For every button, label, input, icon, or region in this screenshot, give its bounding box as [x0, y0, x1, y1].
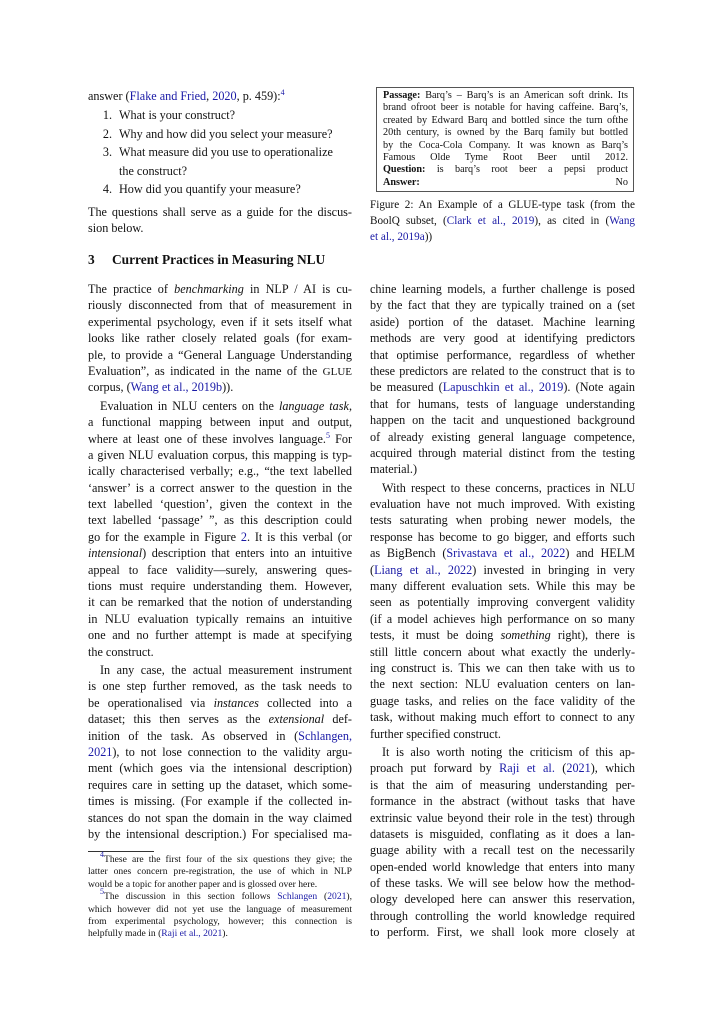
text-run: ). (Note again: [563, 380, 636, 395]
list-item: [88, 125, 352, 144]
text-line: [370, 859, 635, 875]
text-run: it can be remarked that the notion of understanding: [88, 595, 352, 610]
text-run: would be a topic for another paper and is glossed over here.: [88, 878, 318, 890]
text-line: [370, 924, 635, 940]
text-run: (: [370, 562, 375, 577]
text-run: (if a model achieves high performance on so many: [370, 611, 635, 626]
text-run: by the intensional description.) For specialised ma-: [88, 826, 352, 841]
text-run: many different evaluation sets. While this may be: [370, 579, 635, 594]
text-line: [88, 904, 352, 916]
text-line: [370, 578, 635, 594]
text-run: response has become to go bigger, and efforts such: [370, 529, 635, 544]
text-line: [370, 396, 635, 412]
text-run: 20th century, is owned by the Barq family but bottled: [383, 127, 628, 139]
text-run: Evaluation in NLU centers on the: [100, 398, 279, 413]
figure-caption: [370, 197, 635, 245]
text-run: seen as potentially improving convergent validity: [370, 595, 635, 610]
text-run: which however did not yet use the language of measurement: [88, 903, 352, 915]
text-line: [370, 347, 635, 363]
text-line: [370, 297, 635, 313]
text-line: [383, 152, 628, 164]
text-run: from experimental psychology, however; this connection is: [88, 915, 352, 927]
text-run: of these tasks. We will see below how the method-: [370, 876, 635, 891]
citation-link[interactable]: 2021: [566, 761, 591, 776]
text-line: [370, 660, 635, 676]
text-run: ology developed here can answer this reservation,: [370, 892, 635, 907]
paragraph: [88, 281, 352, 396]
bold-label: Question:: [383, 164, 426, 176]
text-line: [370, 760, 635, 776]
text-line: [383, 164, 628, 176]
text-line: [88, 810, 352, 826]
text-run: text labelled ‘passage’ ”, as this description could: [88, 513, 352, 528]
text-run: Evaluation”, as indicated in the name of the: [88, 363, 323, 378]
text-line: [88, 379, 352, 395]
item-number: 2.: [102, 126, 112, 141]
text-run: guage tasks, and relies on the face validity of the: [370, 693, 635, 708]
text-line: [370, 744, 635, 760]
text-run: that for humans, tests of language understanding: [370, 396, 635, 411]
item-number: 1.: [102, 108, 112, 122]
text-line: [370, 726, 635, 742]
text-line: [370, 512, 635, 528]
text-line: [370, 842, 635, 858]
text-run: in NLU evaluation typically remains an intuitive: [88, 611, 352, 626]
text-run: ), to not lose connection to the validity argu-: [112, 744, 352, 759]
text-run: , p. 459):: [236, 89, 281, 103]
text-line: [383, 127, 628, 139]
text-line: [370, 875, 635, 891]
text-run: The practice of: [88, 282, 175, 296]
text-run: corpus, (: [88, 380, 131, 395]
figure-box: [376, 87, 634, 192]
text-run: by the Coca-Cola Company. It was known as Barq’s: [383, 139, 628, 151]
text-run: be operationalised via: [88, 695, 214, 710]
text-line: [370, 429, 635, 445]
paragraph: [370, 744, 635, 941]
text-run: in NLP / AI is cu-: [243, 282, 352, 296]
text-line: [88, 88, 352, 104]
text-line: [88, 879, 352, 891]
emphasis-text: something: [500, 628, 551, 643]
text-line: [370, 627, 635, 643]
text-line: [88, 204, 352, 220]
text-run: ,: [206, 89, 213, 103]
text-line: [88, 916, 352, 928]
text-run: sion below.: [88, 221, 144, 236]
text-line: [88, 695, 352, 711]
text-run: riously disconnected from that of measurement in: [88, 298, 352, 313]
text-run: text labelled ‘question’, given the context in the: [88, 497, 352, 512]
text-line: [370, 826, 635, 842]
list-item: [88, 180, 352, 199]
text-line: [88, 545, 352, 561]
text-run: a given NLU evaluation corpus, this mapping is typ-: [88, 447, 352, 462]
footnotes: [88, 850, 353, 941]
text-run: guage ability with a recall test on the necessarily: [370, 843, 635, 858]
text-line: [88, 760, 352, 776]
text-line: [88, 314, 352, 330]
citation-link[interactable]: Srivastava et al., 2022: [446, 546, 566, 561]
text-line: [370, 213, 635, 229]
text-line: [88, 414, 352, 430]
paragraph: [370, 480, 635, 742]
text-run: It is also worth noting the criticism of this ap-: [382, 744, 635, 759]
text-run: a functional mapping between input and output,: [88, 415, 352, 430]
item-text: What is your construct?: [119, 108, 236, 122]
text-run: collected into a: [258, 695, 352, 710]
text-run: the next section: NLU evaluation centers on lan-: [370, 677, 635, 692]
text-run: go for the example in Figure: [88, 529, 241, 544]
text-run: (: [317, 891, 328, 903]
text-line: [370, 793, 635, 809]
citation-link[interactable]: Clark et al., 2019: [446, 215, 535, 227]
text-line: [88, 711, 352, 727]
text-run: right), there is: [550, 628, 635, 643]
text-line: [88, 678, 352, 694]
text-run: still little concern about what exactly the underly-: [370, 644, 635, 659]
question-list: [88, 106, 352, 199]
item-text: How did you quantify your measure?: [119, 182, 301, 196]
text-run: helpfully made in (: [88, 928, 162, 940]
text-run: In any case, the actual measurement instrument: [100, 662, 352, 677]
text-run: is that the aim of measuring understanding per-: [370, 777, 635, 792]
text-run: is barq’s root beer a pepsi product: [425, 164, 628, 176]
text-line: [370, 644, 635, 660]
text-line: [370, 545, 635, 561]
text-run: ment (which goes via the intensional description): [88, 761, 352, 776]
text-run: material.): [370, 462, 418, 477]
text-run: These are the first four of the six questions they give; the: [104, 854, 352, 865]
footnote-marker[interactable]: 4: [280, 88, 285, 97]
text-line: [88, 512, 352, 528]
citation-link[interactable]: Schlangen,: [298, 728, 352, 743]
text-run: methods are very good at identifying predictors: [370, 331, 635, 346]
citation-link[interactable]: 2021: [88, 744, 113, 759]
emphasis-text: language task: [278, 398, 349, 413]
text-run: latter ones concern pre-registration, the use of which in NLP: [88, 866, 352, 878]
paragraph: [88, 662, 352, 842]
text-run: ) description that enters into an intuitive: [142, 546, 352, 561]
text-line: [88, 562, 352, 578]
text-run: inition of the task. As observed in (: [88, 728, 299, 743]
emphasis-text: intensional: [88, 546, 143, 561]
text-run: ,: [348, 398, 352, 413]
citation-link[interactable]: Schlangen: [277, 891, 318, 903]
text-run: be measured (: [370, 380, 443, 395]
text-run: that optimise performance, regardless of whether: [370, 347, 635, 362]
text-line: [370, 594, 635, 610]
text-run: datasets is misguided, conflating as it does a lan-: [370, 826, 635, 841]
emphasis-text: extensional: [268, 712, 325, 727]
text-line: [370, 810, 635, 826]
text-run: dataset; this then serves as the: [88, 712, 269, 727]
text-line: [370, 229, 635, 245]
text-line: [88, 662, 352, 678]
text-run: ) invested in bringing in very: [472, 562, 635, 577]
text-run: created by Edward Barq and bottled since the turn ofthe: [383, 114, 628, 126]
text-run: aside) portion of the dataset. Machine learning: [370, 314, 635, 329]
text-line: [88, 447, 352, 463]
text-line: [370, 461, 635, 477]
text-line: [383, 140, 628, 152]
text-line: [88, 627, 352, 643]
text-line: [88, 866, 352, 878]
citation-link[interactable]: 2020: [212, 89, 237, 103]
text-line: [88, 826, 352, 842]
item-text: What measure did you use to operationalize the construct?: [119, 145, 333, 178]
text-run: through controlling the world knowledge required: [370, 908, 635, 923]
text-line: [88, 744, 352, 760]
text-line: [370, 480, 635, 496]
right-column: [370, 281, 635, 943]
text-run: (: [554, 761, 567, 776]
text-line: [370, 363, 635, 379]
text-run: Barq’s – Barq’s is an American soft drink. Its: [420, 90, 628, 101]
text-line: [370, 777, 635, 793]
text-run: appeal to face validity—surely, answering ques-: [88, 562, 352, 577]
section-heading: [88, 251, 352, 269]
text-run: With respect to these concerns, practices in NLU: [382, 480, 635, 495]
citation-link[interactable]: 2021: [327, 891, 347, 903]
citation-link[interactable]: Raji et al., 2021: [161, 928, 223, 940]
text-run: No: [419, 176, 628, 188]
text-line: [88, 728, 352, 744]
text-run: Figure 2: An Example of a GLUE-type task (from the: [370, 199, 635, 211]
text-line: [370, 709, 635, 725]
smallcaps-text: GLUE: [322, 365, 352, 378]
section-title: Current Practices in Measuring NLU: [112, 252, 326, 267]
text-line: [370, 676, 635, 692]
text-line: [88, 594, 352, 610]
text-run: is one step further removed, as the task needs to: [88, 679, 352, 694]
text-line: [370, 496, 635, 512]
text-line: [88, 644, 352, 660]
text-run: formance in the abstract (without tasks that have: [370, 794, 635, 809]
bold-label: Passage:: [383, 90, 421, 101]
text-run: tests saturating when probing newer models, the: [370, 513, 635, 528]
text-line: [370, 891, 635, 907]
text-run: happen on the tacit and unquestioned background: [370, 413, 635, 428]
citation-link[interactable]: Wang: [609, 215, 636, 227]
text-run: ‘answer’ is a correct answer to the question in the: [88, 480, 352, 495]
footnote-marker[interactable]: 4: [100, 850, 104, 859]
emphasis-text: benchmarking: [174, 282, 244, 296]
text-line: [88, 347, 352, 363]
text-line: [88, 793, 352, 809]
text-line: [370, 281, 635, 297]
text-line: [88, 330, 352, 346]
text-line: [370, 562, 635, 578]
text-line: [370, 693, 635, 709]
text-line: [88, 578, 352, 594]
bold-label: Answer:: [383, 176, 420, 188]
text-line: [370, 908, 635, 924]
text-run: tests, it must be doing: [370, 628, 501, 643]
text-line: [88, 297, 352, 313]
text-run: task, without making much effort to connect to any: [370, 710, 635, 725]
footnote-rule: [88, 851, 154, 852]
text-run: ).: [222, 928, 228, 940]
text-line: [383, 115, 628, 127]
footnote-marker[interactable]: 5: [325, 430, 330, 440]
text-run: stances do not span the domain in the way claimed: [88, 810, 352, 825]
text-run: looks like rather closely related goals (for exam-: [88, 331, 352, 346]
intro-lead: [88, 88, 352, 104]
text-line: [88, 496, 352, 512]
text-line: [88, 463, 352, 479]
citation-link[interactable]: Wang et al., 2019b: [130, 380, 223, 395]
citation-link[interactable]: 2: [240, 529, 247, 544]
text-line: [88, 480, 352, 496]
text-run: of already existing general language competence,: [370, 429, 635, 444]
text-run: ing construct is. This we can then take with us to: [370, 660, 635, 675]
text-line: [370, 314, 635, 330]
text-line: [370, 412, 635, 428]
text-run: one and no further attempt is made at specifying: [88, 628, 352, 643]
text-run: these predictors are related to the construct that is to: [370, 363, 635, 378]
text-run: For: [329, 431, 352, 446]
text-run: ), as cited in (: [534, 215, 610, 227]
text-run: ), which: [590, 761, 636, 776]
text-run: by the fact that they are typically trained on a (set: [370, 298, 635, 313]
text-run: BoolQ subset, (: [370, 215, 447, 227]
text-line: [370, 197, 635, 213]
text-run: requires care in setting up the dataset, which some-: [88, 777, 352, 792]
list-item: [88, 106, 352, 125]
text-run: The questions shall serve as a guide for the discus-: [88, 205, 352, 219]
text-run: )): [424, 231, 433, 243]
text-run: answer (: [88, 89, 130, 103]
text-run: where at least one of these involves language.: [88, 431, 326, 446]
text-run: proach put forward by: [370, 761, 500, 776]
text-run: evaluation have not much improved. With existing: [370, 497, 635, 512]
text-line: [88, 887, 353, 903]
citation-link[interactable]: Raji et al.: [499, 761, 555, 776]
text-run: acquired through material distinct from the testing: [370, 445, 635, 460]
text-run: to perform. First, we shall look more closely at: [370, 925, 635, 940]
paragraph: [88, 398, 352, 660]
text-line: [88, 220, 352, 236]
footnote-marker[interactable]: 5: [100, 887, 104, 897]
text-run: further specified construct.: [370, 726, 501, 741]
text-run: times is missing. (For example if the collected in-: [88, 794, 352, 809]
text-line: [370, 330, 635, 346]
list-item: [88, 143, 352, 180]
item-number: 4.: [102, 182, 112, 196]
text-run: ically characterised verbally; e.g., “the text labelled: [88, 464, 352, 479]
text-run: as BigBench (: [370, 546, 447, 561]
section-number: 3: [88, 252, 95, 267]
text-line: [370, 445, 635, 461]
text-run: Famous Olde Tyme Root Beer until 2012.: [383, 151, 628, 163]
text-line: [88, 777, 352, 793]
text-run: ) and HELM: [565, 546, 635, 561]
citation-link[interactable]: Liang et al., 2022: [374, 562, 473, 577]
text-run: . It is this verbal (or: [246, 529, 352, 544]
text-line: [88, 850, 352, 866]
citation-link[interactable]: Lapuschkin et al., 2019: [442, 380, 564, 395]
text-run: brand ofroot beer is notable for having caffeine. Barq’s,: [383, 102, 628, 114]
text-line: [383, 102, 628, 114]
text-line: [370, 529, 635, 545]
text-run: chine learning models, a further challenge is posed: [370, 282, 635, 296]
text-line: [383, 177, 628, 189]
text-run: )).: [222, 380, 234, 395]
text-line: [88, 928, 352, 940]
text-run: open-ended world knowledge that enters into many: [370, 859, 635, 874]
text-line: [88, 398, 352, 414]
paragraph: [370, 281, 635, 478]
citation-link[interactable]: Flake and Fried: [129, 89, 207, 103]
text-run: ple, to provide a “General Language Understanding: [88, 347, 352, 362]
text-run: def-: [324, 712, 352, 727]
text-line: [88, 431, 352, 447]
text-run: the construct.: [88, 644, 154, 659]
text-run: The discussion in this section follows: [104, 891, 278, 903]
text-run: extrinsic value beyond their role in the test) through: [370, 810, 635, 825]
text-run: experimental psychology, even if it sets itself what: [88, 314, 352, 329]
text-run: tions must require understanding them. However,: [88, 579, 352, 594]
text-line: [88, 281, 352, 297]
item-number: 3.: [102, 145, 112, 159]
text-line: [88, 529, 352, 545]
text-line: [88, 363, 352, 379]
text-line: [370, 611, 635, 627]
text-line: [88, 611, 352, 627]
text-run: ),: [346, 891, 353, 903]
text-line: [370, 379, 635, 395]
left-column: [88, 281, 352, 844]
citation-link[interactable]: et al., 2019a: [370, 231, 425, 243]
text-line: [383, 90, 628, 102]
intro-after: [88, 204, 352, 237]
emphasis-text: instances: [213, 695, 259, 710]
item-text: Why and how did you select your measure?: [119, 126, 333, 141]
